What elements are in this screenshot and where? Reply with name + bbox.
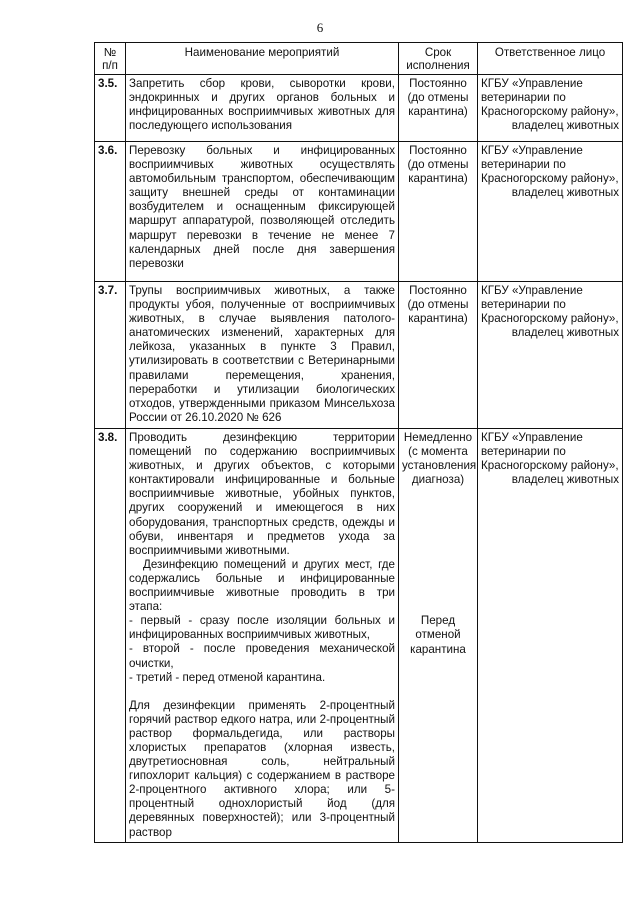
activity-paragraph: Перевозку больных и инфицированных восприимчивых животных осуществлять автомобильным транспортом, обеспечивающим защиту внешней среды от контаминации возбудителем и оснащенным фиксирующей маршрут аппаратурой, позволяющей отследить маршрут перевозки в течение не менее 7 календарных дней после дня завершения перевозки <box>129 144 395 270</box>
row-term <box>399 75 478 142</box>
term-text: Постоянно (до отмены карантина) <box>407 284 469 326</box>
row-term <box>399 282 478 429</box>
table-row <box>95 429 623 843</box>
page-number: 6 <box>316 20 324 35</box>
responsible-owner: владелец животных <box>511 326 619 340</box>
responsible-org: КГБУ «Управление ветеринарии по Красногорскому району», <box>481 144 619 186</box>
header-term: Срок исполнения <box>399 43 478 75</box>
activity-paragraph: Проводить дезинфекцию территории помещений по содержанию восприимчивых животных, и других объектов, с которыми контактировали инфицированные и больные восприимчивые животные, убойных пунктов, других сооружений и имеющегося в них оборудования, транспортных средств, одежды и обуви, инвентаря и предметов ухода за восприимчивыми животными. <box>129 431 395 557</box>
row-activity <box>126 142 399 282</box>
row-activity <box>126 282 399 429</box>
responsible-org: КГБУ «Управление ветеринарии по Красногорскому району», <box>481 284 619 326</box>
table-header-row <box>95 43 623 75</box>
row-activity <box>126 75 399 142</box>
row-number: 3.8. <box>95 429 126 843</box>
row-responsible <box>478 75 623 142</box>
activity-paragraph: Трупы восприимчивых животных, а также продукты убоя, полученные от восприимчивых животных, в случае выявления патолого-анатомических изменений, характерных для лейкоза, указанных в пункте 3 Правил, утилизировать в соответствии с Ветеринарными правилами перемещения, хранения, переработки и утилизации биологических отходов, утвержденными приказом Минсельхоза России от 26.10.2020 № 626 <box>129 284 395 424</box>
responsible-owner: владелец животных <box>511 473 619 487</box>
activity-paragraph: Запретить сбор крови, сыворотки крови, эндокринных и других органов больных и инфицированных восприимчивых животных для последующего использования <box>129 77 395 133</box>
table-row <box>95 75 623 142</box>
header-activity: Наименование мероприятий <box>126 43 399 75</box>
activity-paragraph: - третий - перед отменой карантина. <box>129 670 326 684</box>
row-number: 3.6. <box>95 142 126 282</box>
measures-table <box>94 42 623 843</box>
term-text: Постоянно (до отмены карантина) <box>407 77 469 119</box>
row-responsible <box>478 429 623 843</box>
table-row <box>95 282 623 429</box>
row-number: 3.5. <box>95 75 126 142</box>
activity-paragraph: Дезинфекцию помещений и других мест, где содержались больные и инфицированные восприимчивые животные проводить в три этапа: <box>129 557 395 614</box>
activity-paragraph: Для дезинфекции применять 2-процентный горячий раствор едкого натра, или 2-процентный раствор формальдегида, или растворы хлористых препаратов (хлорная известь, двутретиосновная соль, нейтральный гипохлорит кальция) с содержанием в растворе 2-процентного активного хлора; или 5-процентный однохлористый йод (для деревянных поверхностей); или 3-процентный раствор <box>129 698 395 839</box>
row-responsible <box>478 282 623 429</box>
responsible-owner: владелец животных <box>511 186 619 200</box>
row-term <box>399 142 478 282</box>
responsible-org: КГБУ «Управление ветеринарии по Красногорскому району», <box>481 431 619 473</box>
header-responsible: Ответственное лицо <box>478 43 623 75</box>
term-text-second: Перед отменой карантина <box>410 614 466 656</box>
activity-paragraph: - второй - после проведения механической очистки, <box>129 642 395 670</box>
term-text: Немедленно (с момента установления диагноза) <box>402 431 477 487</box>
row-responsible <box>478 142 623 282</box>
activity-paragraph: - первый - сразу после изоляции больных и инфицированных восприимчивых животных, <box>129 614 395 642</box>
term-text: Постоянно (до отмены карантина) <box>407 144 469 186</box>
responsible-owner: владелец животных <box>511 119 619 133</box>
row-term <box>399 429 478 843</box>
table-row <box>95 142 623 282</box>
responsible-org: КГБУ «Управление ветеринарии по Красногорскому району», <box>481 77 619 119</box>
row-number: 3.7. <box>95 282 126 429</box>
header-num: № п/п <box>95 43 126 75</box>
row-activity <box>126 429 399 843</box>
